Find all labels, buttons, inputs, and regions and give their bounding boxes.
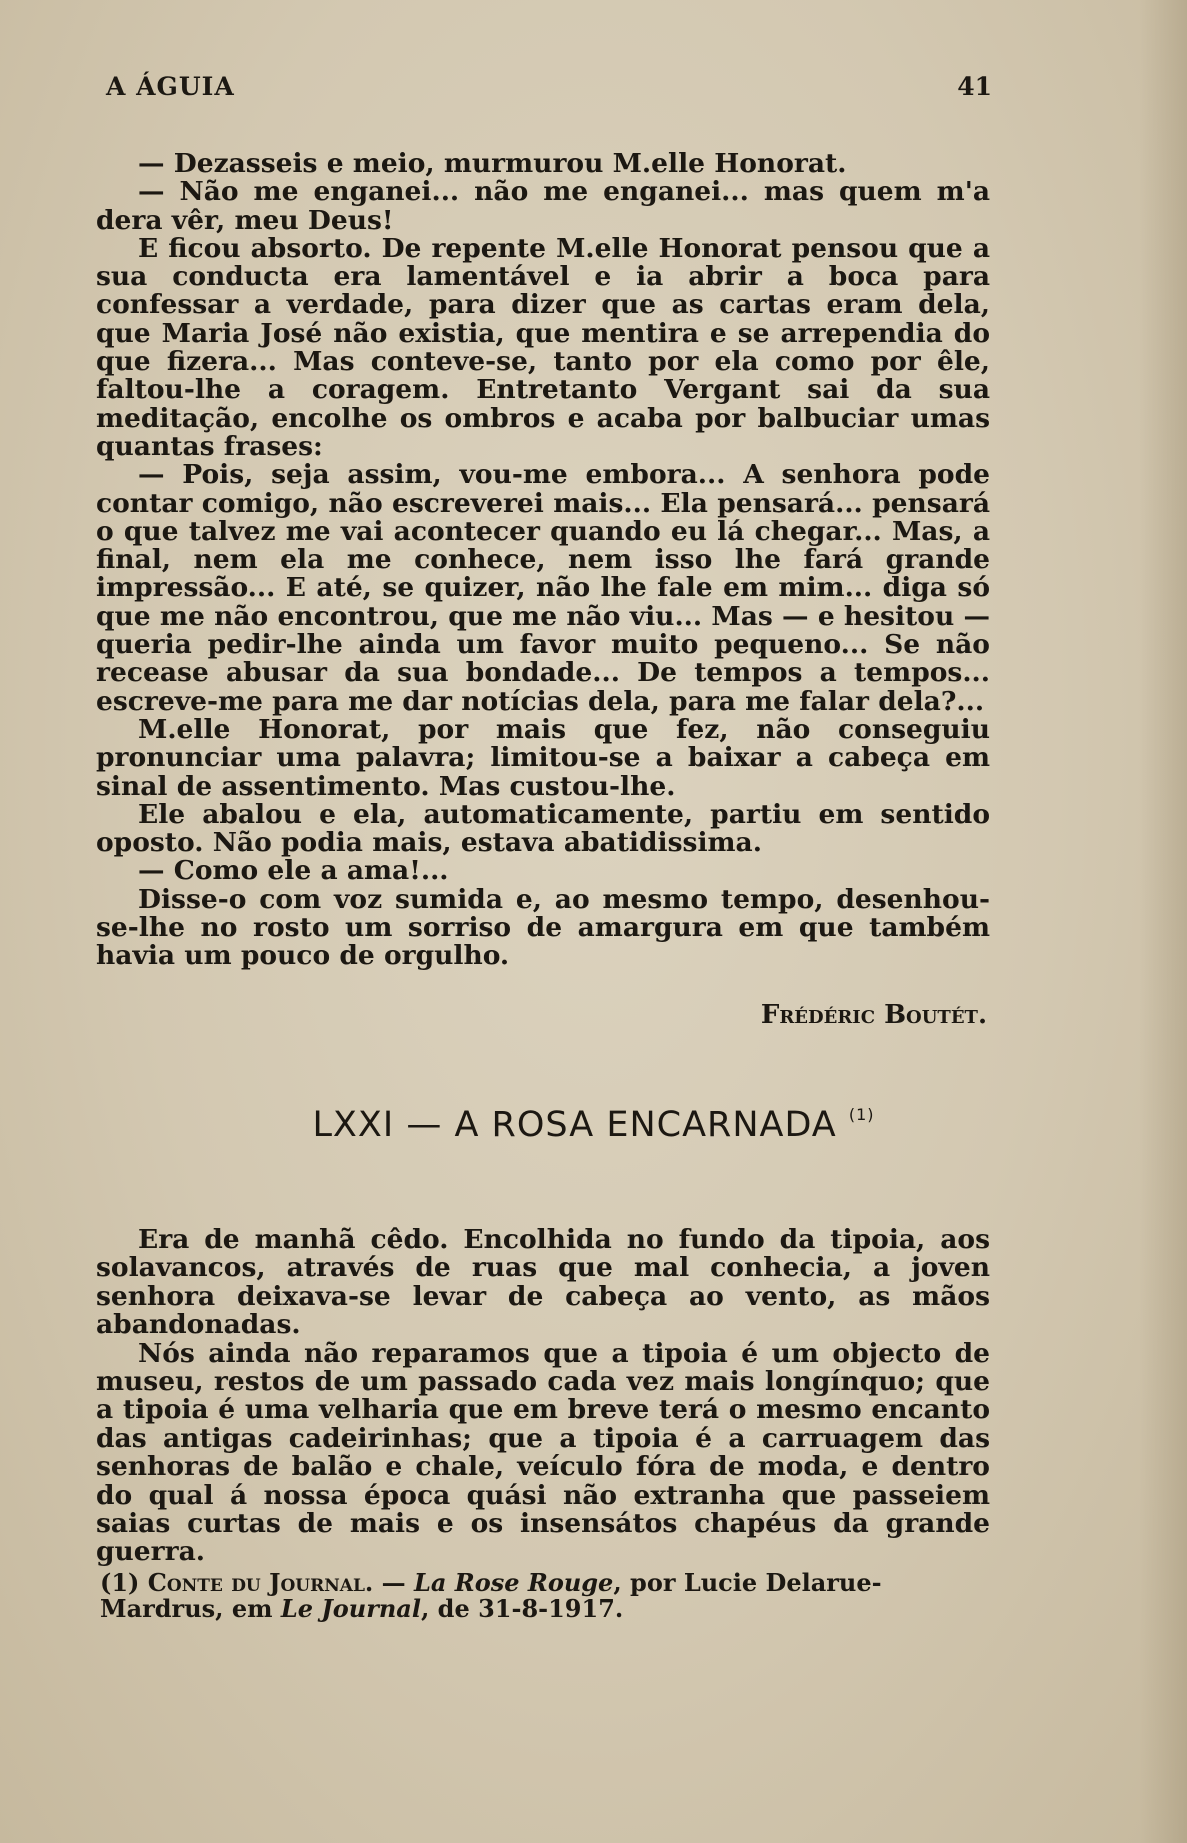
paragraph: M.elle Honorat, por mais que fez, não conseguiu pronunciar uma palavra; limitou-se a baixar a cabeça em sinal de assentimento. Mas custou-lhe. [96,713,990,802]
page-edge-shadow [1139,0,1187,1843]
paragraph: — Como ele a ama!... [138,855,449,887]
footnote-marker: (1) [848,1105,875,1124]
paragraph: Ele abalou e ela, automaticamente, partiu em sentido oposto. Não podia mais, estava abatidissima. [96,798,990,859]
paragraph: — Não me enganei... não me enganei... mas quem m'a dera vêr, meu Deus! [96,176,990,236]
footnote-author: , por Lucie Delarue-Mardrus, em [100,1568,882,1623]
footnote-title: La Rose Rouge [414,1568,614,1597]
chapter-title: LXXI — A ROSA ENCARNADA [312,1105,837,1145]
chapter-body [96,1226,990,1567]
paragraph: — Dezasseis e meio, murmurou M.elle Honorat. [138,148,847,179]
footnote-date: , de 31-8-1917. [420,1594,624,1623]
page-header [106,72,992,112]
footnote-journal: Le Journal [280,1594,421,1623]
paragraph: E ficou absorto. De repente M.elle Honorat pensou que a sua conducta era lamentável e ia abrir a boca para confessar a verdade, para dizer que as cartas eram dela, que Maria José não existia, que mentira e se arrependia do que fizera... Mas conteve-se, tanto por ela como por êle, faltou-lhe a coragem. Entretanto Vergant sai da sua meditação, encolhe os ombros e acaba por balbuciar umas quantas frases: [96,232,990,462]
page-number: 41 [957,72,992,101]
story-ending [96,150,990,971]
footnote-marker: (1) [100,1568,140,1597]
chapter-heading [0,1105,1187,1145]
author-signature: Frédéric Boutét. [760,1000,987,1030]
running-title: A ÁGUIA [106,72,235,101]
paragraph: Disse-o com voz sumida e, ao mesmo tempo, desenhou-se-lhe no rosto um sorriso de amargura em que também havia um pouco de orgulho. [96,883,990,972]
footnote-source: Conte du Journal. [147,1568,374,1597]
paragraph: — Pois, seja assim, vou-me embora... A senhora pode contar comigo, não escreverei mais... Ela pensará... pensará o que talvez me vai acontecer quando eu lá chegar... Mas, a final, nem ela me conhece, nem isso lhe fará grande impressão... E até, se quizer, não lhe fale em mim... diga só que me não encontrou, que me não viu... Mas — e hesitou — queria pedir-lhe ainda um favor muito pequeno... Se não recease abusar da sua bondade... De tempos a tempos... escreve-me para me dar notícias dela, para me falar dela?... [96,459,990,717]
footnote: (1) Conte du Journal. — La Rose Rouge, por Lucie Delarue-Mardrus, em Le Journal, de 31-8-1917. [100,1568,882,1623]
paragraph: Nós ainda não reparamos que a tipoia é um objecto de museu, restos de um passado cada vez mais longínquo; que a tipoia é uma velharia que em breve terá o mesmo encanto das antigas cadeirinhas; que a tipoia é a carruagem das senhoras de balão e chale, veículo fóra de moda, e dentro do qual á nossa época quási não extranha que passeiem saias curtas de mais e os insensátos chapéus da grande guerra. [96,1337,990,1568]
paragraph: Era de manhã cêdo. Encolhida no fundo da tipoia, aos solavancos, através de ruas que mal conhecia, a joven senhora deixava-se levar de cabeça ao vento, as mãos abandonadas. [96,1224,990,1341]
